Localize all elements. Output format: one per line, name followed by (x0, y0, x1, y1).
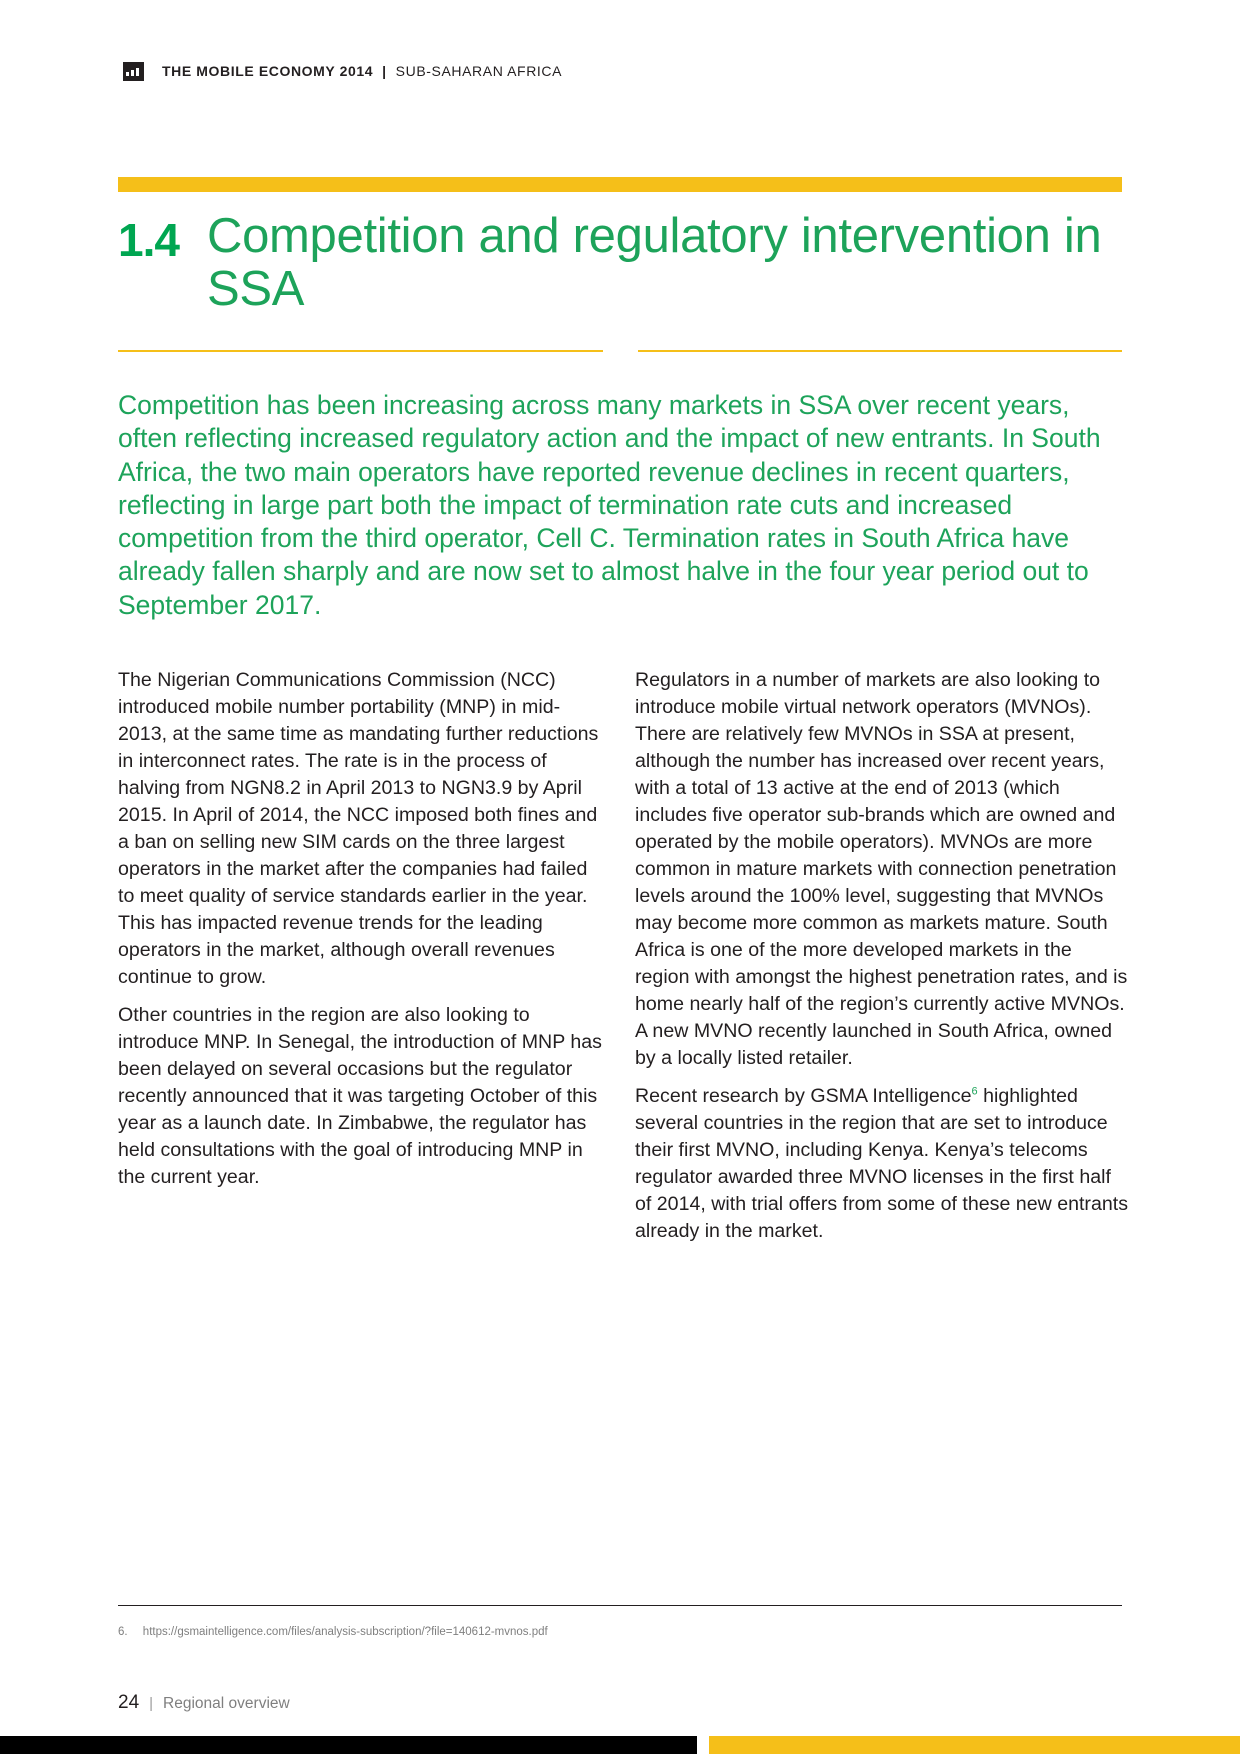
footnote-link[interactable]: https://gsmaintelligence.com/files/analysis-subscription/?file=140612-mvnos.pdf (142, 1626, 548, 1638)
body-column-left (118, 667, 608, 1202)
publication-title: THE MOBILE ECONOMY 2014 (162, 63, 374, 79)
title-divider-right (638, 350, 1122, 352)
body-text: highlighted several countries in the region that are set to introduce their first MVNO, including Kenya. Kenya’s telecoms regulator awarded three MVNO licenses in the first half of 2014, with trial offers from some of these new entrants already in the market. (635, 1085, 1128, 1242)
gsma-logo-icon (123, 62, 144, 81)
footer-section-label: Regional overview (163, 1695, 290, 1712)
footnote-divider (118, 1605, 1122, 1606)
footnote (118, 1626, 548, 1638)
body-paragraph: Regulators in a number of markets are also looking to introduce mobile virtual network operators (MVNOs). There are relatively few MVNOs in SSA at present, although the number has increased over recent years, with a total of 13 active at the end of 2013 (which includes five operator sub-brands which are owned and operated by the mobile operators). MVNOs are more common in mature markets with connection penetration levels around the 100% level, suggesting that MVNOs may become more common as markets mature. South Africa is one of the more developed markets in the region with amongst the highest penetration rates, and is home nearly half of the region’s currently active MVNOs. A new MVNO recently launched in South Africa, owned by a locally listed retailer. (635, 669, 1128, 1069)
page-number: 24 (118, 1692, 140, 1713)
section-number: 1.4 (118, 214, 179, 266)
section-title: Competition and regulatory intervention in SSA (207, 209, 1102, 316)
region-label: SUB-SAHARAN AFRICA (395, 63, 563, 79)
page-footer (118, 1692, 290, 1714)
intro-paragraph: Competition has been increasing across many markets in SSA over recent years, often reflecting increased regulatory action and the impact of new entrants. In South Africa, the two main operators have reported revenue declines in recent quarters, reflecting in large part both the impact of termination rate cuts and increased competition from the third operator, Cell C. Termination rates in South Africa have already fallen sharply and are now set to almost halve in the four year period out to September 2017. (118, 390, 1101, 620)
header-separator: | (382, 63, 387, 79)
footnote-reference[interactable]: 6 (971, 1085, 978, 1098)
footer-separator: | (149, 1695, 154, 1712)
body-paragraph: The Nigerian Communications Commission (NCC) introduced mobile number portability (MNP) in mid-2013, at the same time as mandating further reductions in interconnect rates. The rate is in the process of halving from NGN8.2 in April 2013 to NGN3.9 by April 2015. In April of 2014, the NCC imposed both fines and a ban on selling new SIM cards on the three largest operators in the market after the companies had failed to meet quality of service standards earlier in the year. This has impacted revenue trends for the leading operators in the market, although overall revenues continue to grow. (118, 669, 599, 988)
body-paragraph: Other countries in the region are also looking to introduce MNP. In Senegal, the introduction of MNP has been delayed on several occasions but the regulator recently announced that it was targeting October of this year as a launch date. In Zimbabwe, the regulator has held consultations with the goal of introducing MNP in the current year. (118, 1004, 602, 1188)
title-divider-left (118, 350, 603, 352)
running-header (123, 61, 562, 81)
body-paragraph (635, 1083, 1130, 1245)
body-text: Recent research by GSMA Intelligence (635, 1085, 972, 1107)
footnote-number: 6. (118, 1626, 128, 1638)
section-top-bar (118, 177, 1122, 192)
body-column-right (635, 667, 1130, 1256)
bottom-bar-yellow (709, 1736, 1240, 1754)
bottom-bar-black (0, 1736, 697, 1754)
